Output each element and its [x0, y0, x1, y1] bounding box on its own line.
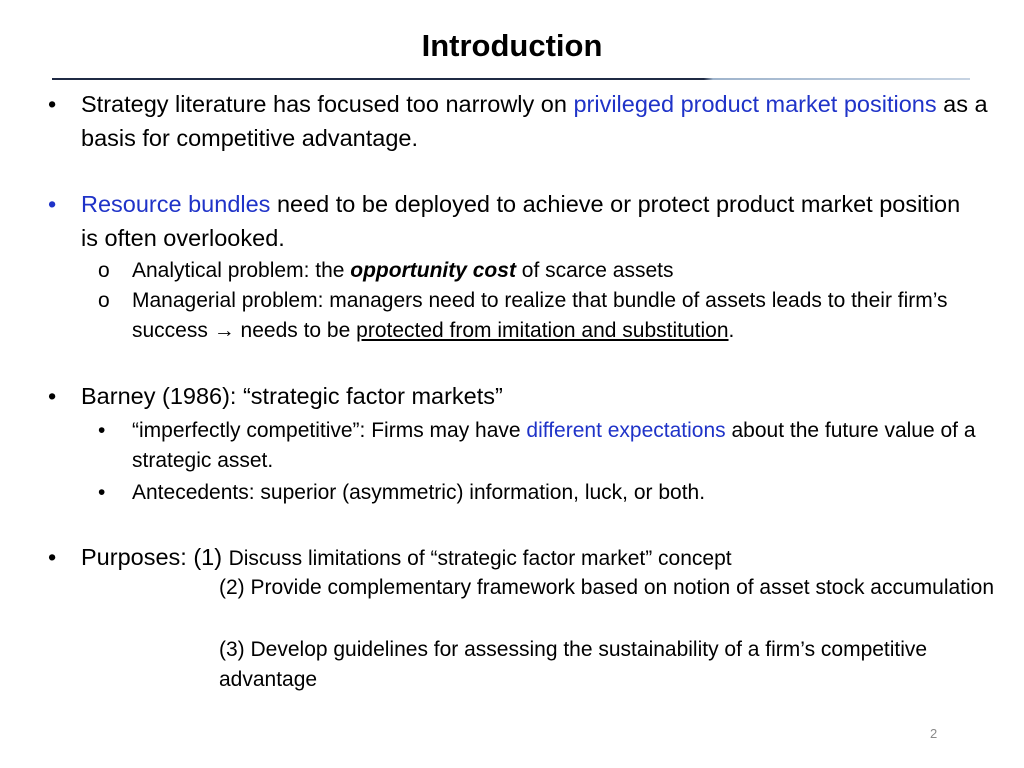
bullet-text: Strategy literature has focused too narrowly on privileged product market positions as a basis for competitive advantage.	[81, 91, 988, 151]
subbullet-marker: o	[98, 259, 110, 282]
subbullet-marker: •	[98, 481, 106, 504]
emphasis-text: opportunity cost	[350, 259, 516, 282]
slide-title: Introduction	[421, 28, 603, 63]
bullet-barney	[48, 379, 968, 413]
bullet-resource-bundles	[48, 187, 968, 255]
title-divider	[52, 78, 970, 80]
highlight-text: different expectations	[526, 419, 726, 442]
arrow-icon: →	[213, 319, 235, 342]
purpose-1: Discuss limitations of “strategic factor market” concept	[228, 547, 732, 570]
bullet-dot: •	[48, 544, 57, 570]
purpose-3: (3) Develop guidelines for assessing the sustainability of a firm’s competitive advantage	[219, 638, 928, 691]
subbullet-antecedents	[98, 478, 988, 508]
subbullet-managerial-problem	[98, 286, 1008, 346]
underlined-text: protected from imitation and substitution	[356, 319, 729, 342]
subbullet-marker: o	[98, 289, 110, 312]
subbullet-marker: •	[98, 419, 106, 442]
purpose-2: (2) Provide complementary framework based on notion of asset stock accumulation	[219, 576, 995, 599]
page-number: 2	[930, 726, 938, 741]
bullet-dot: •	[48, 91, 57, 117]
highlight-text: Resource bundles	[81, 191, 271, 217]
subbullet-analytical-problem	[98, 256, 998, 286]
subbullet-imperfectly-competitive	[98, 416, 988, 476]
bullet-text	[81, 540, 988, 576]
bullet-strategy-literature	[48, 87, 1008, 155]
subbullet-text: Managerial problem: managers need to realize that bundle of assets leads to their firm’s success → needs to be protected from imitation and substitution.	[132, 289, 948, 342]
subbullet-text: Antecedents: superior (asymmetric) information, luck, or both.	[132, 481, 706, 504]
purposes-label: Purposes: (1)	[81, 544, 229, 570]
subbullet-text: Analytical problem: the opportunity cost of scarce assets	[132, 259, 674, 282]
bullet-text: Barney (1986): “strategic factor markets”	[81, 383, 503, 409]
subbullet-text: “imperfectly competitive”: Firms may have different expectations about the future value of a strategic asset.	[132, 419, 976, 472]
highlight-text: privileged product market positions	[573, 91, 937, 117]
bullet-dot: •	[48, 383, 57, 409]
bullet-purposes	[48, 540, 988, 576]
bullet-text: Resource bundles need to be deployed to achieve or protect product market position is often overlooked.	[81, 191, 961, 251]
bullet-dot: •	[48, 191, 57, 217]
